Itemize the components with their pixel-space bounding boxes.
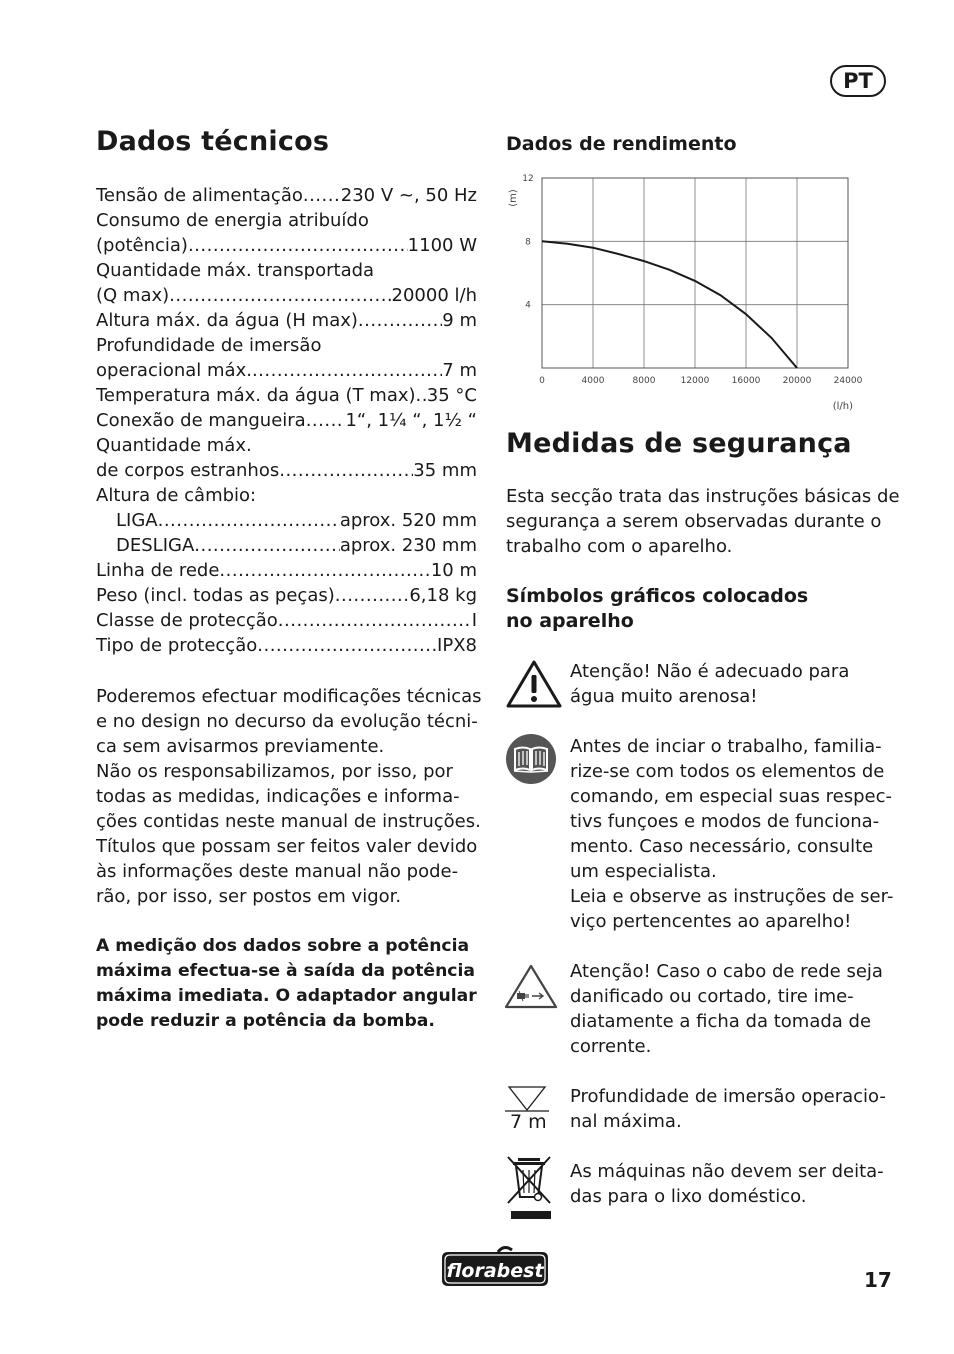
- symbol-description-line: viço pertencentes ao aparelho!: [570, 911, 852, 932]
- symbol-description: [570, 659, 849, 709]
- performance-chart-svg: [500, 170, 870, 415]
- language-badge: PT: [830, 65, 886, 97]
- leader-dots: [279, 458, 413, 483]
- spec-label: Classe de protecção: [96, 610, 278, 631]
- y-tick-label: 12: [522, 174, 534, 184]
- spec-value: IPX8: [437, 635, 477, 656]
- x-tick-label: 12000: [680, 376, 710, 386]
- spec-label: DESLIGA: [116, 535, 195, 556]
- spec-label: Tensão de alimentação: [96, 185, 303, 206]
- leader-dots: [188, 233, 408, 258]
- leader-dots: [169, 283, 391, 308]
- florabest-logo: [438, 1246, 552, 1294]
- symbols-title-line: no aparelho: [506, 610, 634, 632]
- symbol-description: [570, 734, 893, 934]
- immersion-depth-icon: [505, 1084, 549, 1133]
- immersion-depth-label: 7 m: [510, 1111, 547, 1133]
- spec-row: [96, 233, 477, 258]
- leader-dots: [358, 308, 442, 333]
- notice-line: Títulos que possam ser feitos valer devido: [96, 836, 478, 857]
- spec-row: [96, 308, 477, 333]
- spec-label: Tipo de protecção: [96, 635, 258, 656]
- spec-label: Linha de rede: [96, 560, 220, 581]
- spec-value: 35 °C: [426, 385, 477, 406]
- x-tick-label: 20000: [782, 376, 812, 386]
- leader-dots: [219, 558, 430, 583]
- symbols-title: [506, 584, 808, 634]
- symbol-description-line: água muito arenosa!: [570, 686, 758, 707]
- symbol-description: [570, 959, 883, 1059]
- leader-dots: [257, 633, 437, 658]
- leader-dots: [278, 608, 472, 633]
- notice-line: e no design no decurso da evolução técni-: [96, 711, 478, 732]
- spec-value: 6,18 kg: [409, 585, 477, 606]
- manual-book-icon: [505, 733, 557, 789]
- bold-note-line: A medição dos dados sobre a potência: [96, 936, 470, 956]
- y-tick-label: 4: [525, 300, 531, 311]
- symbols-title-line: Símbolos gráficos colocados: [506, 585, 809, 607]
- spec-value: 230 V ~, 50 Hz: [340, 185, 477, 206]
- spec-row: [96, 383, 477, 408]
- leader-dots: [416, 383, 427, 408]
- notice-line: às informações deste manual não pode-: [96, 861, 459, 882]
- symbol-description-line: um especialista.: [570, 861, 717, 882]
- x-tick-label: 0: [539, 376, 545, 386]
- spec-value: aprox. 520 mm: [339, 510, 477, 531]
- spec-label: Conexão de mangueira: [96, 410, 306, 431]
- spec-value: 20000 l/h: [391, 285, 477, 306]
- leader-dots: [335, 583, 410, 608]
- spec-label: LIGA: [116, 510, 158, 531]
- notice-line: rão, por isso, ser postos em vigor.: [96, 886, 402, 907]
- bold-note-line: máxima efectua-se à saída da potência: [96, 961, 475, 981]
- x-tick-label: 24000: [833, 376, 863, 386]
- spec-heading: Quantidade máx.: [96, 435, 252, 456]
- crossed-bin-icon: [505, 1153, 553, 1225]
- symbol-description-line: tivs funçoes e modos de funciona-: [570, 811, 880, 832]
- spec-row: [96, 558, 477, 583]
- safety-title: Medidas de segurança: [506, 428, 852, 459]
- symbol-description-line: Leia e observe as instruções de ser-: [570, 886, 894, 907]
- symbol-description-line: danificado ou cortado, tire ime-: [570, 986, 854, 1007]
- leader-dots: [252, 358, 442, 383]
- symbol-description-line: Atenção! Caso o cabo de rede seja: [570, 961, 883, 982]
- notice-paragraph: [96, 684, 482, 909]
- safety-intro: [506, 484, 900, 559]
- x-tick-label: 16000: [731, 376, 761, 386]
- spec-label: Temperatura máx. da água (T max): [96, 385, 416, 406]
- spec-row: [96, 358, 477, 383]
- spec-value: aprox. 230 mm: [339, 535, 477, 556]
- y-tick-label: 8: [525, 237, 531, 248]
- symbol-description-line: Profundidade de imersão operacio-: [570, 1086, 886, 1107]
- spec-row: [96, 608, 477, 633]
- leader-dots: [303, 183, 341, 208]
- symbol-description-line: comando, em especial suas respec-: [570, 786, 892, 807]
- spec-value: 7 m: [442, 360, 477, 381]
- leader-dots: [306, 408, 346, 433]
- notice-line: todas as medidas, indicações e informa-: [96, 786, 460, 807]
- performance-chart: [500, 170, 870, 415]
- x-axis-label: (l/h): [832, 401, 853, 412]
- symbol-description-line: Antes de inciar o trabalho, familia-: [570, 736, 882, 757]
- spec-heading: Consumo de energia atribuído: [96, 210, 369, 231]
- technical-data-title: Dados técnicos: [96, 126, 330, 157]
- warning-triangle-icon: [505, 659, 563, 713]
- safety-intro-line: Esta secção trata das instruções básicas de: [506, 486, 900, 507]
- leader-dots: [158, 508, 340, 533]
- y-axis-label: (m): [508, 189, 519, 207]
- symbol-description: [570, 1159, 884, 1209]
- spec-row: [96, 458, 477, 483]
- spec-heading: Profundidade de imersão: [96, 335, 322, 356]
- notice-line: Poderemos efectuar modificações técnicas: [96, 686, 482, 707]
- bold-note-line: pode reduzir a potência da bomba.: [96, 1011, 435, 1031]
- safety-intro-line: trabalho com o aparelho.: [506, 536, 733, 557]
- spec-label: (potência): [96, 235, 188, 256]
- specs-list: [96, 183, 477, 658]
- page-number: 17: [864, 1268, 892, 1292]
- x-tick-label: 8000: [632, 376, 656, 386]
- spec-label: operacional máx.: [96, 360, 252, 381]
- symbol-description-line: corrente.: [570, 1036, 652, 1057]
- spec-heading: Altura de câmbio:: [96, 485, 257, 506]
- spec-label: Peso (incl. todas as peças): [96, 585, 335, 606]
- leader-dots: [194, 533, 340, 558]
- symbol-description-line: das para o lixo doméstico.: [570, 1186, 807, 1207]
- spec-row: [96, 183, 477, 208]
- symbol-description-line: Atenção! Não é adecuado para: [570, 661, 850, 682]
- notice-line: Não os responsabilizamos, por isso, por: [96, 761, 453, 782]
- spec-row: [96, 533, 477, 558]
- spec-row: [96, 583, 477, 608]
- unplug-warning-icon: [503, 962, 559, 1014]
- symbol-description-line: As máquinas não devem ser deita-: [570, 1161, 884, 1182]
- spec-value: 35 mm: [413, 460, 477, 481]
- spec-row: [96, 508, 477, 533]
- safety-intro-line: segurança a serem observadas durante o: [506, 511, 882, 532]
- svg-text:florabest: florabest: [446, 1260, 544, 1282]
- spec-label: (Q max): [96, 285, 170, 306]
- x-tick-label: 4000: [581, 376, 605, 386]
- spec-value: 9 m: [442, 310, 477, 331]
- spec-value: 10 m: [430, 560, 477, 581]
- symbol-description-line: rize-se com todos os elementos de: [570, 761, 885, 782]
- performance-title: Dados de rendimento: [506, 133, 737, 155]
- spec-heading: Quantidade máx. transportada: [96, 260, 375, 281]
- notice-line: ções contidas neste manual de instruções.: [96, 811, 481, 832]
- spec-row: [96, 408, 477, 433]
- symbol-description-line: mento. Caso necessário, consulte: [570, 836, 874, 857]
- spec-row: [96, 633, 477, 658]
- spec-row: [96, 283, 477, 308]
- symbol-description-line: nal máxima.: [570, 1111, 682, 1132]
- symbol-description-line: diatamente a ficha da tomada de: [570, 1011, 872, 1032]
- notice-line: ca sem avisarmos previamente.: [96, 736, 385, 757]
- spec-value: 1“, 1¼ “, 1½ “: [345, 410, 477, 431]
- measurement-note: [96, 934, 477, 1034]
- spec-value: I: [471, 610, 477, 631]
- spec-label: Altura máx. da água (H max): [96, 310, 358, 331]
- symbol-description: [570, 1084, 886, 1134]
- bold-note-line: máxima imediata. O adaptador angular: [96, 986, 477, 1006]
- spec-label: de corpos estranhos: [96, 460, 280, 481]
- spec-value: 1100 W: [407, 235, 477, 256]
